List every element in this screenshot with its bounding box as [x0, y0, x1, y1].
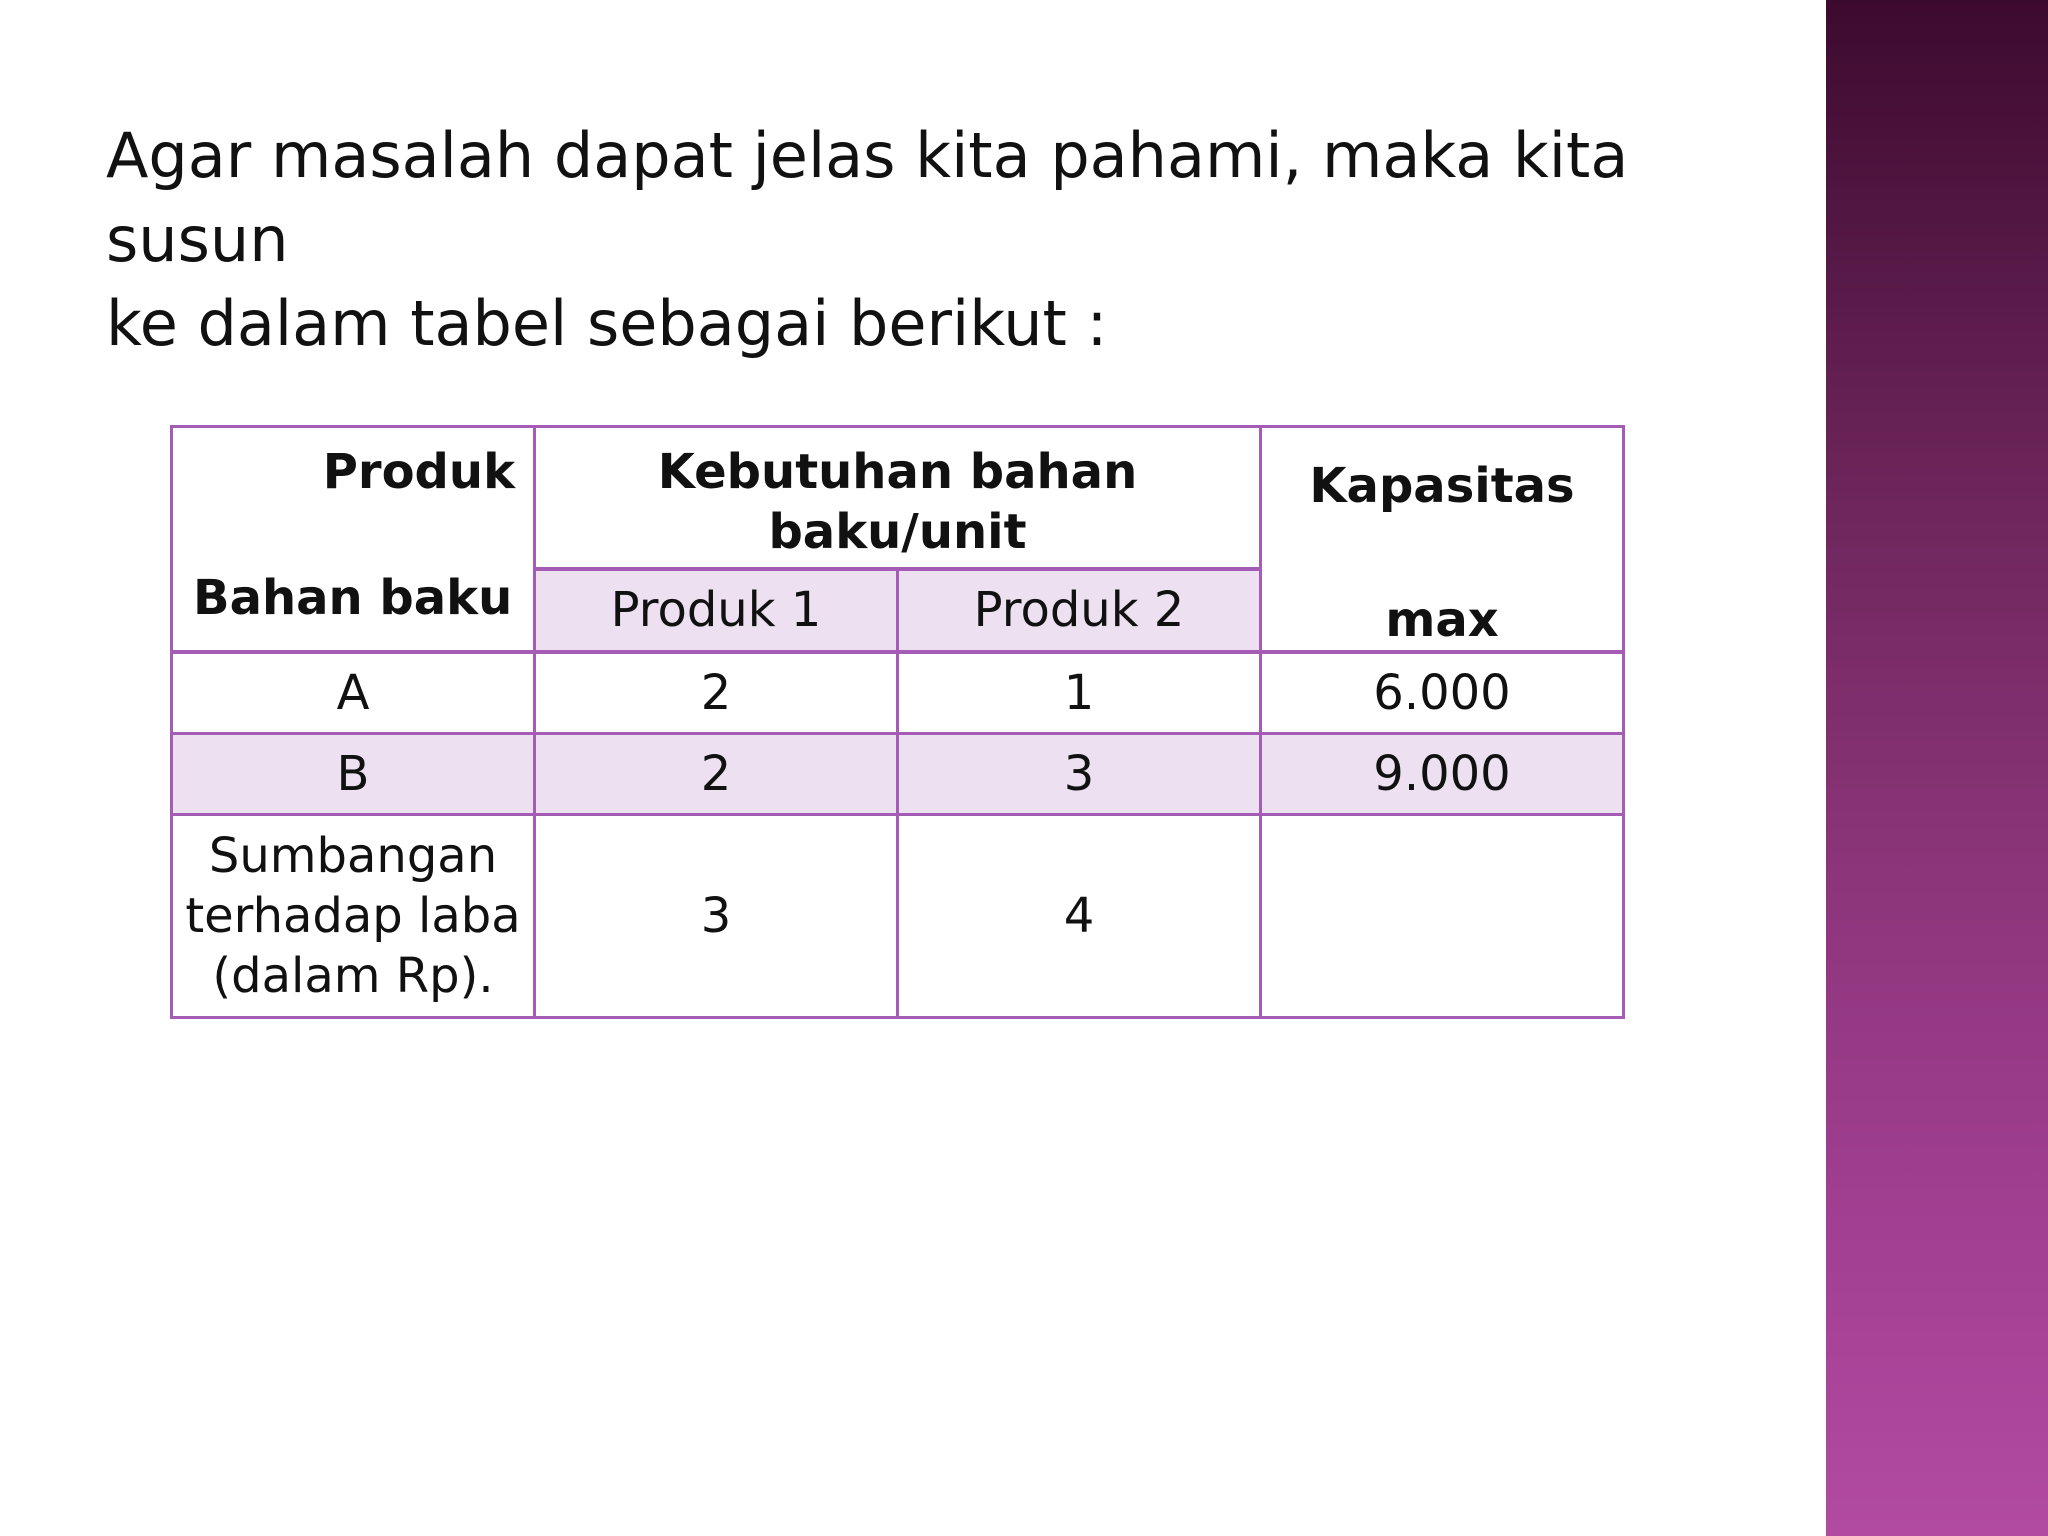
- row-label-sumbangan: [172, 815, 535, 1018]
- row-label-line-3: (dalam Rp).: [212, 948, 494, 1004]
- corner-label-bahan-baku: Bahan baku: [193, 570, 513, 626]
- intro-line-2: ke dalam tabel sebagai berikut :: [106, 287, 1108, 360]
- row-label-line-1: Sumbangan: [208, 828, 498, 884]
- cell-produk-2: 3: [898, 734, 1261, 815]
- sub-header-produk-1: Produk 1: [535, 569, 898, 652]
- table-row-sumbangan: [172, 815, 1624, 1018]
- capacity-header: [1261, 427, 1624, 653]
- cell-produk-1: 2: [535, 652, 898, 734]
- intro-line-1: Agar masalah dapat jelas kita pahami, maka kita susun: [106, 119, 1629, 276]
- capacity-header-label: [1262, 428, 1622, 650]
- table-row-a: [172, 652, 1624, 734]
- group-header-kebutuhan: [535, 427, 1261, 569]
- corner-label-produk: Produk: [322, 444, 515, 500]
- capacity-header-line-1: Kapasitas: [1309, 458, 1575, 514]
- cell-capacity: [1261, 815, 1624, 1018]
- group-header-label: Kebutuhan bahan baku/unit: [657, 444, 1138, 560]
- cell-capacity: 6.000: [1261, 652, 1624, 734]
- decorative-side-band: [1826, 0, 2048, 1536]
- materials-table: [170, 425, 1625, 1019]
- row-label-line-2: terhadap laba: [185, 888, 521, 944]
- cell-produk-1: 2: [535, 734, 898, 815]
- cell-produk-1: 3: [535, 815, 898, 1018]
- row-label: A: [172, 652, 535, 734]
- sub-header-produk-2: Produk 2: [898, 569, 1261, 652]
- cell-capacity: 9.000: [1261, 734, 1624, 815]
- corner-header-cell: [172, 427, 535, 653]
- row-label: B: [172, 734, 535, 815]
- capacity-header-line-2: max: [1385, 592, 1499, 648]
- intro-text: [106, 114, 1826, 366]
- table-row-b: [172, 734, 1624, 815]
- cell-produk-2: 1: [898, 652, 1261, 734]
- cell-produk-2: 4: [898, 815, 1261, 1018]
